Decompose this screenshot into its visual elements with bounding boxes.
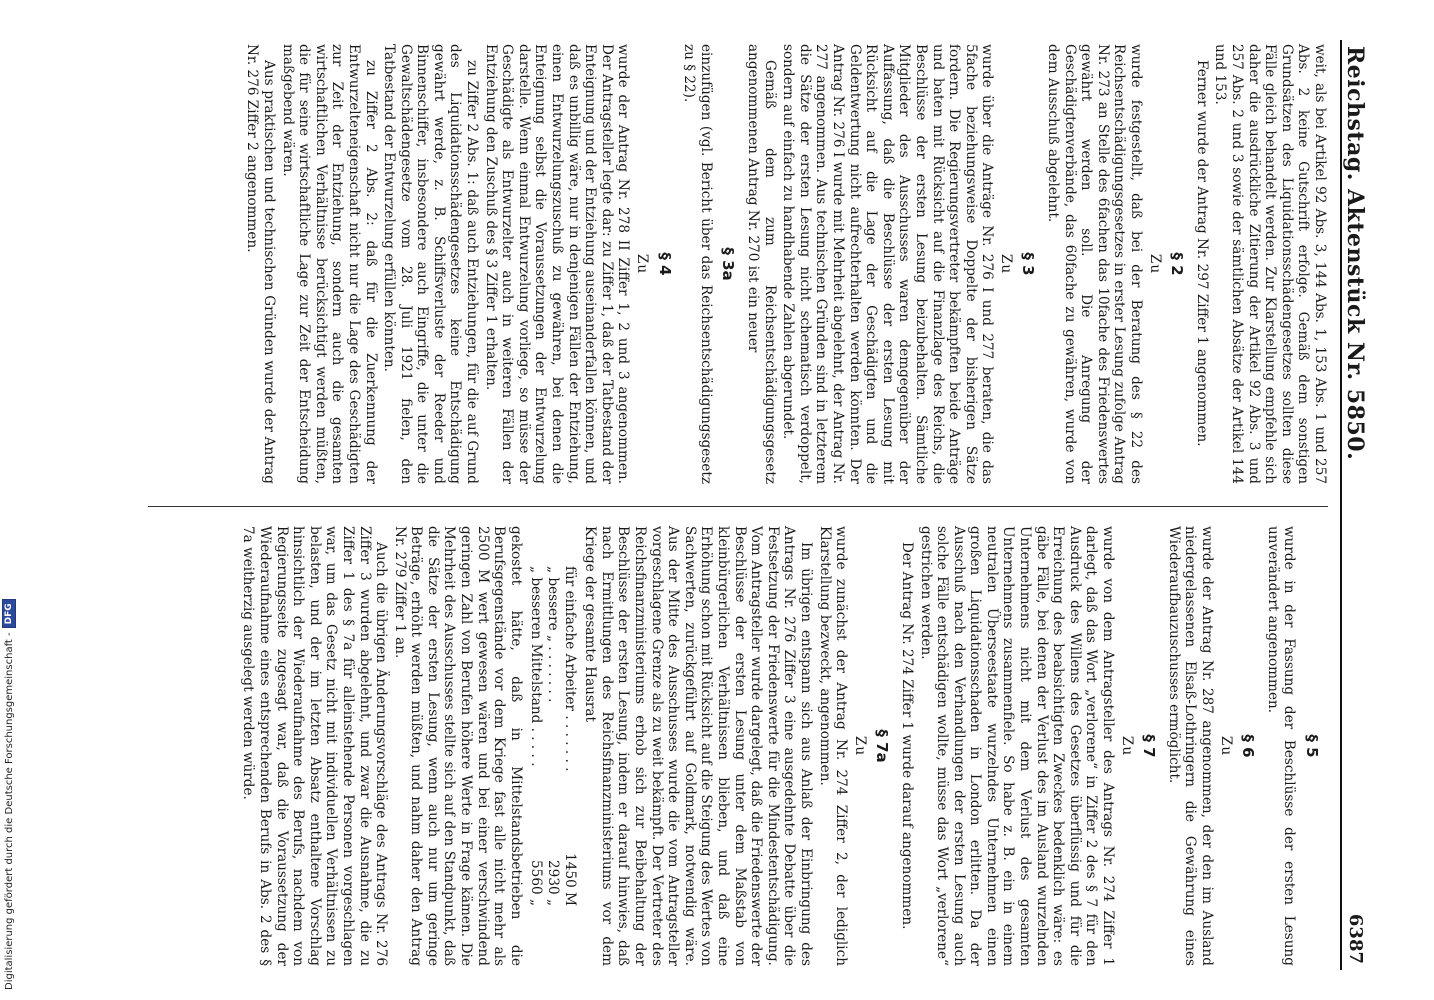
zu-label: Zu xyxy=(634,253,651,275)
paragraph: zu Ziffer 2 Abs. 1: daß auch Entziehungen, für die auf Grund des Liquidationsschädengesetzes keine Entschädigung gewährt werde, z. B. Schiffsverluste der Reeder und Binnenschiffer, insbesondere auch Eingriffe, die unter die Gewaltschädengesetze vom 28. Juli 1921 fielen, den Tatbestand der Entwurzelung erfüllen könnten. xyxy=(381,44,481,484)
paragraph: wurde in der Fassung der Beschlüsse der ersten Lesung unverändert angenommen. xyxy=(1264,526,1298,966)
zu-label: Zu xyxy=(997,253,1014,275)
paragraph: wurde zunächst der Antrag Nr. 274 Ziffer 2, der lediglich Klarstellung bezweckt, angenommen. xyxy=(816,526,850,966)
left-column xyxy=(242,44,1328,484)
paragraph: wurde über die Anträge Nr. 276 I und 277 beraten, die das 5fache beziehungsweise Doppelte der bisherigen Sätze fordern. Die Regierungsvertreter bekämpften beide Anträge und baten mit Rücksicht auf die Finanzlage des Reichs, die Beschlüsse der ersten Lesung beizubehalten. Sämtliche Mitglieder des Ausschusses waren demgegenüber der Auffassung, daß die Beschlüsse der ersten Lesung mit Rücksicht auf die Lage der Geschädigten und die Geldentwertung nicht aufrechterhalten werden könnten. Der Antrag Nr. 276 I wurde mit Mehrheit abgelehnt, der Antrag Nr. 277 angenommen. Aus technischen Gründen sind in letzterem die Sätze der ersten Lesung nicht schematisch verdoppelt, sondern auf einfach zu handhabende Zahlen abgerundet. xyxy=(780,44,996,484)
column-divider xyxy=(148,506,1328,507)
zu-label: Zu xyxy=(1146,253,1163,275)
table-row xyxy=(528,566,545,906)
side-strip xyxy=(0,0,18,1000)
section-heading: § 2 xyxy=(1168,252,1187,276)
table-value: 5560 „ xyxy=(528,860,545,906)
table-row xyxy=(561,566,578,906)
paragraph: Aus praktischen und technischen Gründen wurde der Antrag Nr. 276 Ziffer 2 angenommen. xyxy=(244,44,277,484)
section-heading: § 4 xyxy=(655,252,674,276)
page-number: 6387 xyxy=(1344,913,1366,964)
paragraph: Ferner wurde der Antrag Nr. 297 Ziffer 1 angenommen. xyxy=(1193,60,1210,447)
table-row xyxy=(544,566,561,906)
paragraph: zu Ziffer 2 Abs. 2: daß für die Zuerkennung der Entwurzelteneigenschaft nicht nur die Lage des Geschädigten zur Zeit der Entziehung, sondern auch die gesamten wirtschaftlichen Verhältnisse berücksichtigt werden müßten, die für seine wirtschaftliche Lage zur Zeit der Entscheidung maßgebend wären. xyxy=(279,44,379,484)
dfg-logo: DFG xyxy=(2,599,16,628)
page-header xyxy=(1340,40,1380,970)
page-title: Reichstag. Aktenstück Nr. 5850. xyxy=(1341,46,1368,461)
section-heading: § 3 xyxy=(1019,252,1038,276)
paragraph: gekostet hätte, daß in Mittelstandsbetrieben die Berufsgegenstände vor dem Kriege fast alle nicht mehr als 2500 M wert gewesen wären und bei einer verschwindend geringen Zahl von Berufen höhere Werte in Frage kämen. Die Mehrheit des Ausschusses stellte sich auf den Standpunkt, daß die Sätze der ersten Lesung, wenn auch nur um geringe Beträge, erhöht werden müßten, und nahm daher den Antrag Nr. 279 Ziffer 1 an. xyxy=(391,526,524,966)
paragraph: weit, als bei Artikel 92 Abs. 3, 144 Abs. 1, 153 Abs. 1 und 257 Abs. 2 keine Gutschrift erfolge. Gemäß dem sonstigen Grundsätzen des Liquidationsschädengesetzes sollten diese Fälle gleich behandelt werden. Zur Klarstellung empfehle sich daher die ausdrückliche Zitierung der Artikel 92 Abs. 3 und 257 Abs. 2 und 3 sowie der sämtlichen Absätze der Artikel 144 und 153. xyxy=(1212,44,1328,484)
digitization-note-text: Digitalisierung gefördert durch die Deutsche Forschungsgemeinschaft - xyxy=(3,632,15,990)
paragraph: einzufügen (vgl. Bericht über das Reichsentschädigungsgesetz zu § 22). xyxy=(681,44,714,484)
value-table xyxy=(528,566,578,906)
paragraph: wurde der Antrag Nr. 278 II Ziffer 1, 2 und 3 angenommen. Der Antragsteller legte dar: zu Ziffer 1, daß der Tatbestand der Enteignung und der Entziehung auseinanderfallen können, und daß es unbillig wäre, nur in denjenigen Fällen der Entziehung, einen Entwurzelungszuschuß zu gewähren, bei denen die Enteignung selbst die Voraussetzungen der Entwurzelung darstelle. Wenn einmal Entwurzelung vorliege, so müsse der Geschädigte als Entwurzelter auch in weiteren Fällen der Entziehung den Zuschuß des § 3 Ziffer 1 erhalten. xyxy=(482,44,632,484)
paragraph: wurde von dem Antragsteller des Antrags Nr. 274 Ziffer 1 darlegt, daß das Wort „verlorene“ in Ziffer 2 des § 7 für den Ausdruck des Willens des Gesetzes überflüssig und für die Erreichung des beabsichtigten Zweckes bedenklich wäre: es gäbe Fälle, bei denen der Verlust des im Ausland wurzelnden Unternehmens nicht mit dem Verlust des gesamten Unternehmens zusammenfiele. So habe z. B. ein in einem neutralen Überseestaate wurzelndes Unternehmen einen großen Liquidationsschaden in London erlitten. Da der Ausschuß nach den Verhandlungen der ersten Lesung auch solche Fälle entschädigen wollte, müsse das Wort „verlorene“ gestrichen werden. xyxy=(917,526,1117,966)
paragraph: Der Antrag Nr. 274 Ziffer 1 wurde darauf angenommen. xyxy=(898,542,915,930)
paragraph: Gemäß dem zum Reichsentschädigungsgesetz angenommenen Antrag Nr. 270 ist ein neuer xyxy=(745,44,778,484)
table-value: 1450 M xyxy=(561,853,578,906)
section-heading: § 5 xyxy=(1303,734,1321,758)
right-column xyxy=(238,526,1328,966)
section-heading: § 7 xyxy=(1140,734,1159,758)
document-page xyxy=(100,40,1380,1000)
section-heading: § 6 xyxy=(1239,734,1258,758)
zu-label: Zu xyxy=(1217,735,1234,757)
zu-label: Zu xyxy=(851,735,868,757)
paragraph: Auch die übrigen Änderungsvorschläge des Antrags Nr. 276 Ziffer 3 wurden abgelehnt, und zwar die Ausnahme, die zu Ziffer 1 des § 7a für alleinstehende Personen vorgeschlagen war, um das Gesetz nicht mit individuellen Verhältnissen zu belasten, und der im letzten Absatz enthaltene Vorschlag hinsichtlich der Wiederaufnahme des Berufs, nachdem von Regierungsseite zugesagt war, daß die Voraussetzung der Wiederaufnahme eines entsprechenden Berufs in Abs. 2 des § 7a weitherzig ausgelegt werden würde. xyxy=(240,526,390,966)
zu-label: Zu xyxy=(1118,735,1135,757)
section-heading: § 7a xyxy=(873,729,892,763)
digitization-note xyxy=(2,599,16,990)
paragraph: wurde festgestellt, daß bei der Beratung des § 22 des Reichsentschädigungsgesetzes in erster Lesung zufolge Antrag Nr. 273 an Stelle des 6fachen das 10fache des Friedenswertes gewährt werden soll. Die Anregung der Geschädigtenverbände, das 60fache zu gewähren, wurde von dem Ausschuß abgelehnt. xyxy=(1045,44,1145,484)
section-heading: § 3a xyxy=(719,247,738,281)
table-value: 2930 „ xyxy=(545,860,562,906)
paragraph: Im übrigen entspann sich aus Anlaß der Einbringung des Antrags Nr. 276 Ziffer 3 eine ausgedehnte Debatte über die Festsetzung der Friedenswerte für die Mindestentschädigung. Vom Antragsteller wurde dargelegt, daß die Friedenswerte der Beschlüsse der ersten Lesung unter dem Maßstab von kleinbürgerlichen Verhältnissen blieben, und daß eine Erhöhung schon mit Rücksicht auf die Steigung des Wertes von Sachwerten, zurückgeführt auf Goldmark, notwendig wäre. Aus der Mitte des Ausschusses wurde die vom Antragsteller vorgeschlagene Grenze als zu weit bekämpft. Der Vertreter des Reichsfinanzministeriums erhob sich zur Beibehaltung der Beschlüsse der ersten Lesung, indem er darauf hinwies, daß nach Ermittlungen des Reichsfinanzministeriums vor dem Kriege der gesamte Hausrat xyxy=(582,526,814,966)
table-label: „ besseren Mittelstand . . . . . xyxy=(528,566,545,767)
table-label: für einfache Arbeiter . . . . . . . xyxy=(561,566,578,772)
paragraph: wurde der Antrag Nr. 287 angenommen, der den im Ausland niedergelassenen Elsaß-Lothringern die Gewährung eines Wiederaufbauzuschusses ermöglicht. xyxy=(1165,526,1216,966)
table-label: „ bessere „ . . . . . . . xyxy=(545,566,562,703)
